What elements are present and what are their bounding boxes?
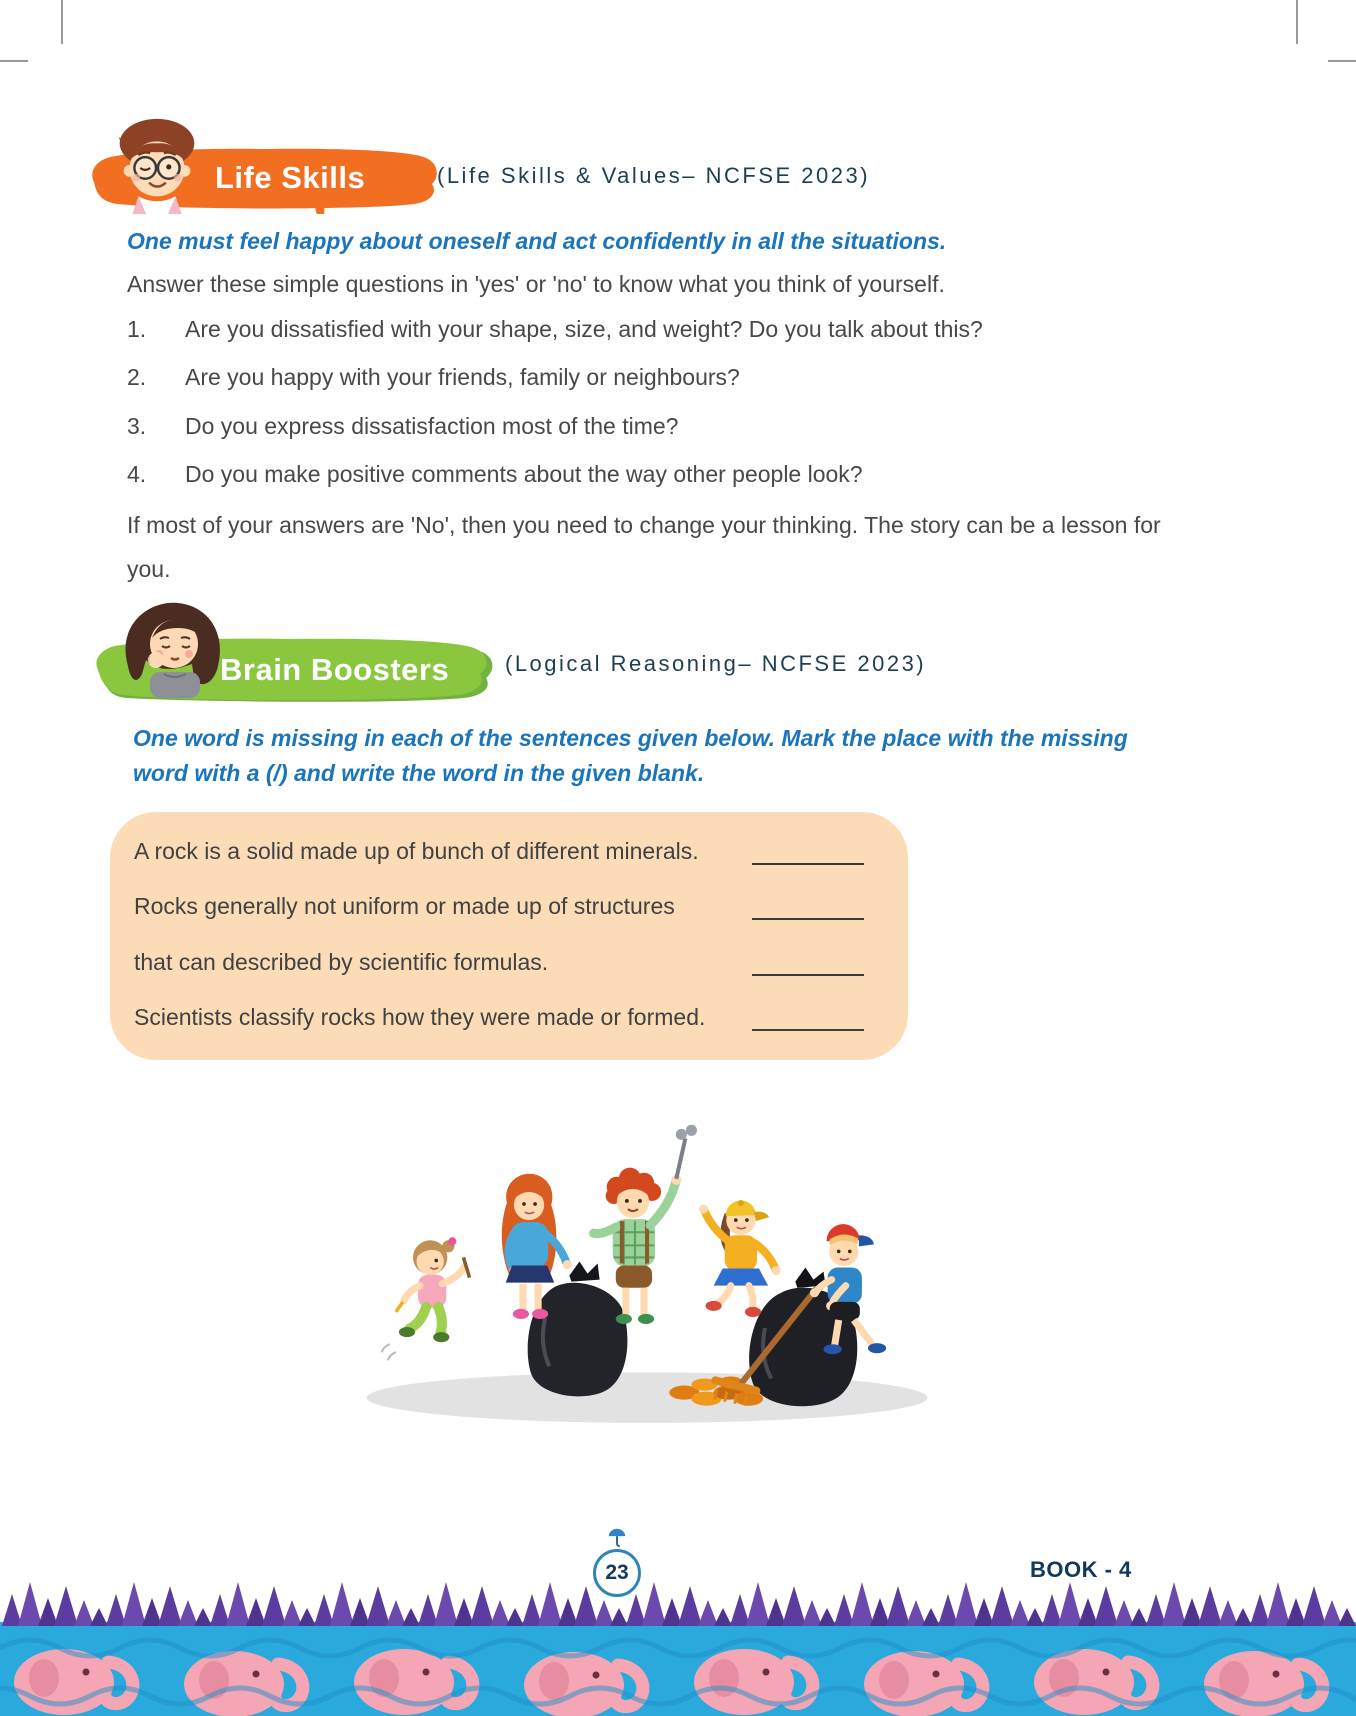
- sentence-row: [134, 949, 864, 976]
- question-number: 1.: [127, 316, 147, 342]
- girl-avatar-icon: [112, 594, 232, 700]
- sentence-row: [134, 893, 864, 920]
- brain-boosters-instructions: One word is missing in each of the sentences given below. Mark the place with the missing word with a (/) and write the word in the given blank.: [133, 725, 1128, 786]
- crop-mark-left: [0, 60, 28, 62]
- life-skills-subtitle: Answer these simple questions in 'yes' or 'no' to know what you think of yourself.: [127, 271, 945, 297]
- exercise-box: [110, 812, 908, 1060]
- life-skills-caption: (Life Skills & Values– NCFSE 2023): [437, 163, 871, 188]
- question-item: [127, 461, 1127, 488]
- life-skills-intro: One must feel happy about oneself and act confidently in all the situations.: [127, 228, 947, 254]
- sentence-text: A rock is a solid made up of bunch of different minerals.: [134, 838, 699, 864]
- question-number: 2.: [127, 364, 147, 390]
- question-number: 3.: [127, 413, 147, 439]
- life-skills-badge-label: Life Skills: [215, 160, 366, 195]
- page-number: 23: [605, 1561, 629, 1584]
- page-number-badge: [592, 1526, 642, 1597]
- sentence-text: Rocks generally not uniform or made up of structures: [134, 893, 675, 919]
- question-item: [127, 413, 1127, 440]
- question-number: 4.: [127, 461, 147, 487]
- question-item: [127, 316, 1127, 343]
- sentence-row: [134, 1004, 864, 1031]
- question-text: Are you happy with your friends, family or neighbours?: [185, 364, 740, 390]
- answer-blank: [752, 839, 864, 865]
- crop-mark-top-left: [61, 0, 63, 44]
- crop-mark-top-right: [1296, 0, 1298, 44]
- footer-decoration: [0, 1578, 1356, 1716]
- cleanup-illustration: [328, 1090, 956, 1438]
- question-text: Are you dissatisfied with your shape, size, and weight? Do you talk about this?: [185, 316, 983, 342]
- book-label: BOOK - 4: [1030, 1557, 1132, 1582]
- brain-boosters-caption: (Logical Reasoning– NCFSE 2023): [505, 651, 927, 676]
- answer-blank: [752, 1005, 864, 1031]
- sentence-row: [134, 838, 864, 865]
- sentence-text: that can described by scientific formulas.: [134, 949, 549, 975]
- sentence-text: Scientists classify rocks how they were made or formed.: [134, 1004, 706, 1030]
- umbrella-icon: [606, 1526, 628, 1548]
- question-text: Do you make positive comments about the way other people look?: [185, 461, 863, 487]
- brain-boosters-badge-label: Brain Boosters: [220, 652, 450, 687]
- question-item: [127, 364, 1127, 391]
- answer-blank: [752, 950, 864, 976]
- answer-blank: [752, 894, 864, 920]
- crop-mark-right: [1328, 60, 1356, 62]
- boy-avatar-icon: [103, 110, 211, 218]
- question-text: Do you express dissatisfaction most of the time?: [185, 413, 679, 439]
- life-skills-outro: If most of your answers are 'No', then you need to change your thinking. The story can be a lesson for you.: [127, 512, 1161, 582]
